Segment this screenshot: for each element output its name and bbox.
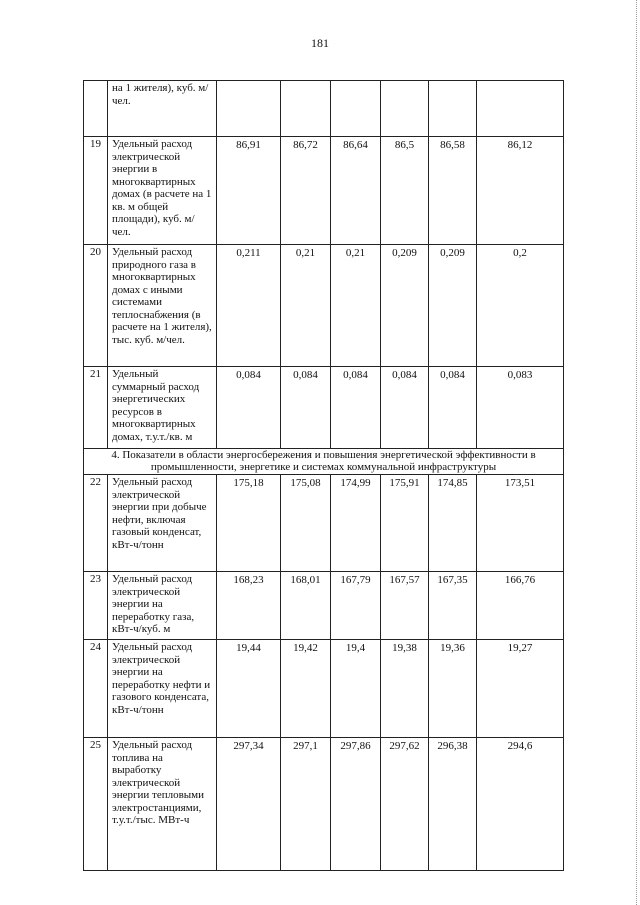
row-number: 25 (84, 738, 108, 871)
value-cell: 296,38 (429, 738, 477, 871)
value-cell: 168,23 (217, 572, 281, 640)
value-cell: 86,58 (429, 137, 477, 245)
indicator-name: на 1 жителя), куб. м/чел. (108, 81, 217, 137)
value-cell: 0,083 (477, 367, 564, 449)
value-cell: 297,62 (381, 738, 429, 871)
row-number: 21 (84, 367, 108, 449)
table-row (84, 245, 564, 367)
value-cell: 0,21 (281, 245, 331, 367)
table-row (84, 572, 564, 640)
value-cell: 297,86 (331, 738, 381, 871)
table-row (84, 81, 564, 137)
row-number: 24 (84, 640, 108, 738)
value-cell: 167,35 (429, 572, 477, 640)
value-cell: 0,084 (331, 367, 381, 449)
value-cell: 0,084 (217, 367, 281, 449)
page-edge-line (635, 0, 637, 905)
table-row (84, 137, 564, 245)
value-cell: 294,6 (477, 738, 564, 871)
section-title: 4. Показатели в области энергосбережения и повышения энергетической эффективности в промышленности, энергетике и системах коммунальной инфраструктуры (84, 449, 564, 475)
indicator-name: Удельный расход топлива на выработку электрической энергии тепловыми электростанциями, т.у.т./тыс. МВт-ч (108, 738, 217, 871)
indicators-table (83, 80, 564, 871)
value-cell: 19,44 (217, 640, 281, 738)
value-cell: 86,64 (331, 137, 381, 245)
value-cell: 166,76 (477, 572, 564, 640)
value-cell (331, 81, 381, 137)
value-cell: 0,211 (217, 245, 281, 367)
value-cell: 297,34 (217, 738, 281, 871)
value-cell: 86,5 (381, 137, 429, 245)
indicator-name: Удельный расход природного газа в многоквартирных домах с иными системами теплоснабжения (в расчете на 1 жителя), тыс. куб. м/чел. (108, 245, 217, 367)
value-cell: 86,72 (281, 137, 331, 245)
value-cell: 0,2 (477, 245, 564, 367)
table-row (84, 738, 564, 871)
indicator-name: Удельный расход электрической энергии на переработку газа, кВт-ч/куб. м (108, 572, 217, 640)
value-cell: 167,57 (381, 572, 429, 640)
value-cell: 175,08 (281, 475, 331, 572)
value-cell: 19,27 (477, 640, 564, 738)
value-cell: 174,85 (429, 475, 477, 572)
indicator-name: Удельный расход электрической энергии при добыче нефти, включая газовый конденсат, кВт-ч/тонн (108, 475, 217, 572)
indicator-name: Удельный расход электрической энергии в многоквартирных домах (в расчете на 1 кв. м общей площади), куб. м/чел. (108, 137, 217, 245)
value-cell: 19,42 (281, 640, 331, 738)
table-row (84, 475, 564, 572)
value-cell: 297,1 (281, 738, 331, 871)
value-cell (429, 81, 477, 137)
value-cell: 0,209 (381, 245, 429, 367)
row-number: 23 (84, 572, 108, 640)
value-cell: 167,79 (331, 572, 381, 640)
value-cell: 86,12 (477, 137, 564, 245)
row-number: 20 (84, 245, 108, 367)
indicator-name: Удельный расход электрической энергии на переработку нефти и газового конденсата, кВт-ч/тонн (108, 640, 217, 738)
value-cell (217, 81, 281, 137)
indicator-name: Удельный суммарный расход энергетических ресурсов в многоквартирных домах, т.у.т./кв. м (108, 367, 217, 449)
value-cell: 175,91 (381, 475, 429, 572)
table-row (84, 640, 564, 738)
value-cell: 19,36 (429, 640, 477, 738)
value-cell: 174,99 (331, 475, 381, 572)
value-cell (281, 81, 331, 137)
row-number: 19 (84, 137, 108, 245)
value-cell: 0,209 (429, 245, 477, 367)
value-cell: 0,084 (381, 367, 429, 449)
value-cell: 86,91 (217, 137, 281, 245)
value-cell: 0,21 (331, 245, 381, 367)
page-number: 181 (311, 36, 329, 50)
table-row (84, 367, 564, 449)
value-cell (477, 81, 564, 137)
section-header-row (84, 449, 564, 475)
row-number (84, 81, 108, 137)
value-cell: 19,38 (381, 640, 429, 738)
value-cell: 175,18 (217, 475, 281, 572)
value-cell: 168,01 (281, 572, 331, 640)
value-cell: 19,4 (331, 640, 381, 738)
value-cell: 0,084 (281, 367, 331, 449)
value-cell: 0,084 (429, 367, 477, 449)
value-cell (381, 81, 429, 137)
row-number: 22 (84, 475, 108, 572)
value-cell: 173,51 (477, 475, 564, 572)
